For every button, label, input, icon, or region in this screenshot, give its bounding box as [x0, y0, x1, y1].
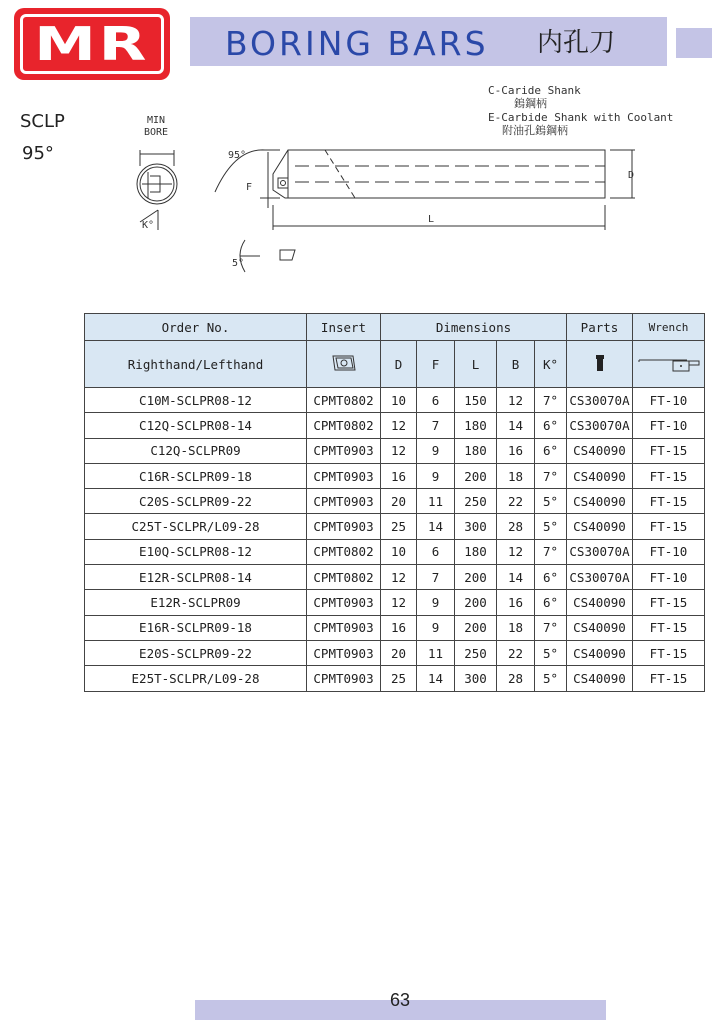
cell-d: 20 — [381, 640, 417, 665]
cell-b: 18 — [497, 463, 535, 488]
cell-order: C10M-SCLPR08-12 — [85, 388, 307, 413]
cell-b: 12 — [497, 388, 535, 413]
wrench-icon — [637, 354, 701, 372]
cell-insert: CPMT0903 — [307, 615, 381, 640]
header-parts: Parts — [567, 314, 633, 341]
brand-logo — [14, 8, 170, 80]
legend-c-shank-zh: 鎢鋼柄 — [514, 97, 547, 110]
label-l: L — [428, 214, 435, 225]
cell-insert: CPMT0903 — [307, 489, 381, 514]
cell-k: 7° — [535, 463, 567, 488]
cell-k: 7° — [535, 615, 567, 640]
legend-e-shank: E-Carbide Shank with Coolant — [488, 111, 674, 124]
cell-wrench: FT-10 — [633, 413, 705, 438]
cell-order: C20S-SCLPR09-22 — [85, 489, 307, 514]
cell-parts: CS30070A — [567, 539, 633, 564]
table-body — [85, 388, 705, 692]
cell-k: 6° — [535, 565, 567, 590]
cell-insert: CPMT0903 — [307, 590, 381, 615]
angle-95-guides — [260, 150, 280, 208]
logo-frame — [20, 14, 164, 74]
header-col-l: L — [455, 341, 497, 388]
cell-k: 5° — [535, 666, 567, 691]
cell-k: 5° — [535, 640, 567, 665]
cell-insert: CPMT0903 — [307, 640, 381, 665]
legend-c-shank: C-Caride Shank — [488, 84, 581, 97]
cell-insert: CPMT0903 — [307, 438, 381, 463]
cell-insert: CPMT0802 — [307, 413, 381, 438]
cell-insert: CPMT0802 — [307, 539, 381, 564]
cell-wrench: FT-15 — [633, 438, 705, 463]
coolant-hole-lines — [295, 166, 605, 182]
cell-k: 7° — [535, 539, 567, 564]
cell-parts: CS40090 — [567, 489, 633, 514]
bar-outline — [273, 150, 605, 198]
end-view-detail — [142, 172, 172, 198]
cell-k: 6° — [535, 413, 567, 438]
cell-b: 16 — [497, 438, 535, 463]
cell-f: 9 — [417, 438, 455, 463]
cell-b: 22 — [497, 489, 535, 514]
cell-d: 12 — [381, 438, 417, 463]
cell-order: C12Q-SCLPR08-14 — [85, 413, 307, 438]
insert-icon — [331, 353, 357, 373]
table-row — [85, 640, 705, 665]
cell-insert: CPMT0903 — [307, 514, 381, 539]
label-k: K° — [142, 220, 155, 231]
cell-f: 7 — [417, 413, 455, 438]
cell-order: E16R-SCLPR09-18 — [85, 615, 307, 640]
header-order-no: Order No. — [85, 314, 307, 341]
header-insert: Insert — [307, 314, 381, 341]
page-title-chinese: 内孔刀 — [537, 28, 616, 58]
l-dimension — [273, 205, 605, 230]
cell-l: 200 — [455, 463, 497, 488]
label-min: MIN — [147, 115, 166, 126]
cell-d: 25 — [381, 514, 417, 539]
cell-order: C12Q-SCLPR09 — [85, 438, 307, 463]
cell-parts: CS30070A — [567, 388, 633, 413]
table-row — [85, 489, 705, 514]
cell-b: 14 — [497, 413, 535, 438]
header-wrench-icon-cell — [633, 341, 705, 388]
header-row-1 — [85, 314, 705, 341]
cell-b: 18 — [497, 615, 535, 640]
header-wrench: Wrench — [633, 314, 705, 341]
cell-f: 6 — [417, 388, 455, 413]
cell-l: 200 — [455, 590, 497, 615]
cell-l: 180 — [455, 438, 497, 463]
cell-l: 150 — [455, 388, 497, 413]
cell-b: 28 — [497, 514, 535, 539]
cell-k: 5° — [535, 514, 567, 539]
table-row — [85, 565, 705, 590]
cell-f: 11 — [417, 640, 455, 665]
cell-order: E12R-SCLPR08-14 — [85, 565, 307, 590]
cell-wrench: FT-15 — [633, 615, 705, 640]
cell-wrench: FT-10 — [633, 388, 705, 413]
legend-e-shank-zh: 附油孔鎢鋼柄 — [502, 124, 568, 137]
product-code: SCLP — [20, 111, 65, 132]
header-insert-icon-cell — [307, 341, 381, 388]
cell-l: 200 — [455, 565, 497, 590]
cell-k: 7° — [535, 388, 567, 413]
cell-parts: CS40090 — [567, 438, 633, 463]
cell-d: 12 — [381, 565, 417, 590]
boring-bar-drawing — [120, 110, 660, 285]
table-row — [85, 615, 705, 640]
cell-k: 6° — [535, 438, 567, 463]
table-row — [85, 388, 705, 413]
header-parts-icon-cell — [567, 341, 633, 388]
cell-order: C25T-SCLPR/L09-28 — [85, 514, 307, 539]
cell-f: 9 — [417, 615, 455, 640]
cell-d: 10 — [381, 539, 417, 564]
header-dimensions: Dimensions — [381, 314, 567, 341]
cell-insert: CPMT0903 — [307, 463, 381, 488]
angle-5-detail — [240, 250, 295, 260]
product-angle: 95° — [22, 143, 54, 164]
cell-f: 9 — [417, 463, 455, 488]
header-col-b: B — [497, 341, 535, 388]
cell-parts: CS30070A — [567, 565, 633, 590]
cell-b: 12 — [497, 539, 535, 564]
cell-insert: CPMT0903 — [307, 666, 381, 691]
page-number: 63 — [389, 990, 411, 1010]
logo-text: MR — [34, 17, 150, 71]
label-d: D — [628, 170, 635, 181]
cell-d: 12 — [381, 413, 417, 438]
cell-f: 14 — [417, 514, 455, 539]
cell-l: 300 — [455, 666, 497, 691]
cell-order: E25T-SCLPR/L09-28 — [85, 666, 307, 691]
table-row — [85, 413, 705, 438]
cell-parts: CS40090 — [567, 666, 633, 691]
cell-parts: CS40090 — [567, 640, 633, 665]
cell-k: 6° — [535, 590, 567, 615]
header-row-2 — [85, 341, 705, 388]
page-title: BORING BARS — [225, 24, 489, 63]
cell-d: 12 — [381, 590, 417, 615]
cell-d: 20 — [381, 489, 417, 514]
screw-icon — [594, 354, 606, 372]
cell-l: 200 — [455, 615, 497, 640]
cell-parts: CS40090 — [567, 590, 633, 615]
f-dimension — [260, 176, 280, 198]
cell-d: 10 — [381, 388, 417, 413]
cell-b: 14 — [497, 565, 535, 590]
cell-order: E12R-SCLPR09 — [85, 590, 307, 615]
table-row — [85, 438, 705, 463]
cell-l: 180 — [455, 539, 497, 564]
cell-parts: CS40090 — [567, 514, 633, 539]
label-bore: BORE — [144, 127, 169, 138]
cell-parts: CS30070A — [567, 413, 633, 438]
insert-pocket — [278, 178, 288, 188]
cell-parts: CS40090 — [567, 463, 633, 488]
cell-b: 16 — [497, 590, 535, 615]
cell-f: 6 — [417, 539, 455, 564]
cell-l: 250 — [455, 640, 497, 665]
cell-b: 28 — [497, 666, 535, 691]
cell-wrench: FT-15 — [633, 463, 705, 488]
cell-insert: CPMT0802 — [307, 565, 381, 590]
cell-d: 25 — [381, 666, 417, 691]
cell-wrench: FT-15 — [633, 640, 705, 665]
cell-order: C16R-SCLPR09-18 — [85, 463, 307, 488]
cell-f: 9 — [417, 590, 455, 615]
cell-l: 250 — [455, 489, 497, 514]
spec-table — [84, 313, 705, 692]
cell-wrench: FT-10 — [633, 539, 705, 564]
label-95: 95° — [228, 150, 247, 161]
table-row — [85, 590, 705, 615]
insert-screw — [281, 181, 286, 186]
cell-order: E20S-SCLPR09-22 — [85, 640, 307, 665]
table-row — [85, 539, 705, 564]
table-row — [85, 514, 705, 539]
cell-wrench: FT-15 — [633, 666, 705, 691]
bar-hidden-line — [325, 150, 355, 198]
table-row — [85, 463, 705, 488]
header-col-d: D — [381, 341, 417, 388]
header-hand: Righthand/Lefthand — [85, 341, 307, 388]
cell-wrench: FT-15 — [633, 514, 705, 539]
cell-b: 22 — [497, 640, 535, 665]
cell-d: 16 — [381, 615, 417, 640]
cell-insert: CPMT0802 — [307, 388, 381, 413]
table-row — [85, 666, 705, 691]
cell-f: 7 — [417, 565, 455, 590]
cell-wrench: FT-15 — [633, 489, 705, 514]
cell-d: 16 — [381, 463, 417, 488]
cell-l: 300 — [455, 514, 497, 539]
cell-order: E10Q-SCLPR08-12 — [85, 539, 307, 564]
label-f: F — [246, 182, 253, 193]
cell-parts: CS40090 — [567, 615, 633, 640]
cell-l: 180 — [455, 413, 497, 438]
cell-f: 14 — [417, 666, 455, 691]
cell-k: 5° — [535, 489, 567, 514]
header-col-k: K° — [535, 341, 567, 388]
header-col-f: F — [417, 341, 455, 388]
label-5: 5° — [232, 258, 245, 269]
cell-f: 11 — [417, 489, 455, 514]
title-side-block — [676, 28, 712, 58]
cell-wrench: FT-15 — [633, 590, 705, 615]
cell-wrench: FT-10 — [633, 565, 705, 590]
